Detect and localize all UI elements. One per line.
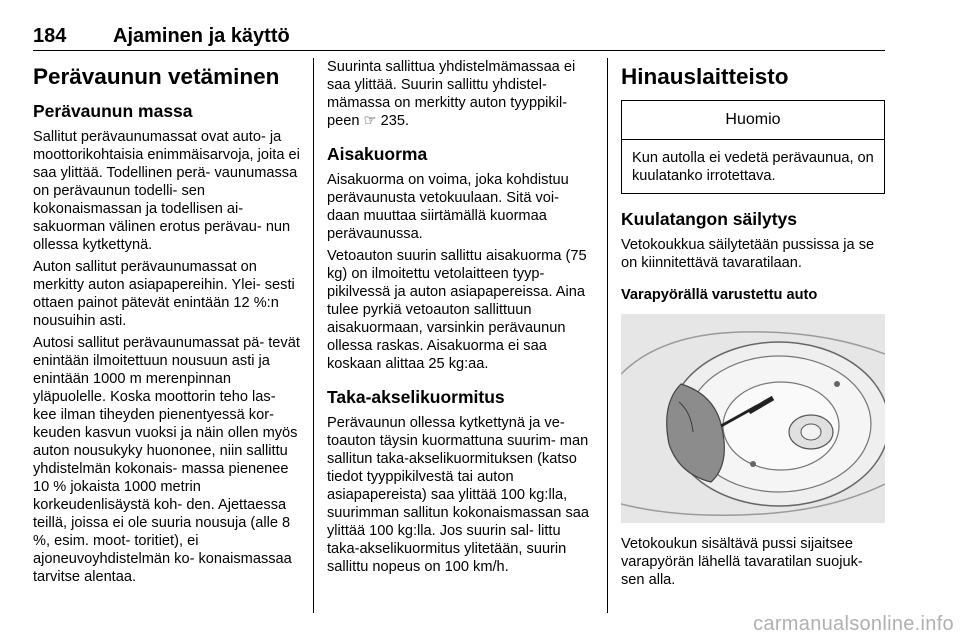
note-title: Huomio	[622, 101, 884, 140]
paragraph: Aisakuorma on voima, joka kohdistuu perävaunusta vetokuulaan. Sitä voi- daan muuttaa siirtämällä kuormaa perävaunussa.	[327, 172, 569, 242]
paragraph: Vetoauton suurin sallittu aisakuorma (75 kg) on ilmoitettu vetolaitteen tyyp- pikilvessä ja auton asiapapereissa. Aina tulee pyrkiä vetoauton sallittuun aisakuormaan, varsinkin perävaunun ollessa raskas. Aisakuorma ei saa koskaan alittaa 25 kg:aa.	[327, 248, 587, 372]
subsection-heading: Kuulatangon säilytys	[621, 209, 798, 229]
paragraph: Autosi sallitut perävaunumassat pä- tevät enintään ilmoitettuun nousuun asti ja enintään 1000 m merenpinnan yläpuolelle. Koska moottorin teho las- kee ilman tiheyden pienentyessä kor- keuden kasvun vuoksi ja näin ollen myös auton nousukyky huononee, niin sallittu yhdistelmän kokonais- massa pienenee 10 % jokaista 1000 metrin korkeudenlisäystä koh- den. Ajettaessa teillä, joissa ei ole suuria nousuja (alle 8 %, esim. moot- toritiet), ei ajoneuvoyhdistelmän ko- konaismassaa tarvitse alentaa.	[33, 335, 300, 585]
section-title: Hinauslaitteisto	[621, 64, 789, 89]
subsubsection-heading: Varapyörällä varustettu auto	[621, 287, 818, 303]
note-body: Kun autolla ei vedetä perävaunua, on kuulatanko irrotettava.	[632, 150, 874, 184]
paragraph: Vetokoukkua säilytetään pussissa ja se on kiinnitettävä tavaratilaan.	[621, 237, 875, 271]
subsection-heading: Taka-akselikuormitus	[327, 387, 505, 407]
paragraph: Auton sallitut perävaunumassat on merkitty auton asiapapereihin. Ylei- sesti ottaen painot pätevät enintään 12 %:n nousuihin asti.	[33, 259, 295, 329]
page-header	[33, 24, 885, 51]
column-3	[621, 58, 885, 593]
subsection-heading: Perävaunun massa	[33, 101, 193, 121]
column-divider-2	[607, 58, 608, 613]
paragraph: Suurinta sallittua yhdistelmämassaa ei saa ylittää. Suurin sallittu yhdistel- mämassa on merkitty auton tyyppikil- peen ☞ 235.	[327, 59, 576, 129]
spare-wheel-illustration	[621, 314, 885, 523]
page-number: 184	[33, 25, 67, 47]
paragraph: Perävaunun ollessa kytkettynä ja ve- toauton täysin kuormattuna suurim- man sallitun taka-akselikuormituksen (katso tiedot tyyppikilvestä tai auton asiapapereista) saa ylittää 100 kg:lla, suurimman sallitun kokonaismassan saa ylittää 100 kg:lla. Jos suurin sal- littu taka-akselikuormitus ylitetään, suurin sallittu nopeus on 100 km/h.	[327, 415, 589, 575]
note-box	[621, 100, 885, 194]
section-title: Perävaunun vetäminen	[33, 64, 280, 89]
caption: Vetokoukun sisältävä pussi sijaitsee varapyörän lähellä tavaratilan suojuk- sen alla.	[621, 536, 863, 588]
chapter-title: Ajaminen ja käyttö	[113, 25, 290, 47]
column-2	[327, 58, 593, 580]
subsection-heading: Aisakuorma	[327, 144, 428, 164]
column-divider-1	[313, 58, 314, 613]
watermark: carmanualsonline.info	[753, 613, 954, 635]
paragraph: Sallitut perävaunumassat ovat auto- ja moottorikohtaisia enimmäisarvoja, joita ei saa ylittää. Todellinen perä- vaunumassa on perävaunun todelli- sen kokonaismassan ja todellisen ai- sakuorman välinen erotus perävau- nun ollessa kytkettynä.	[33, 129, 300, 253]
spare-wheel-drawing	[621, 314, 885, 523]
column-1	[33, 58, 301, 590]
